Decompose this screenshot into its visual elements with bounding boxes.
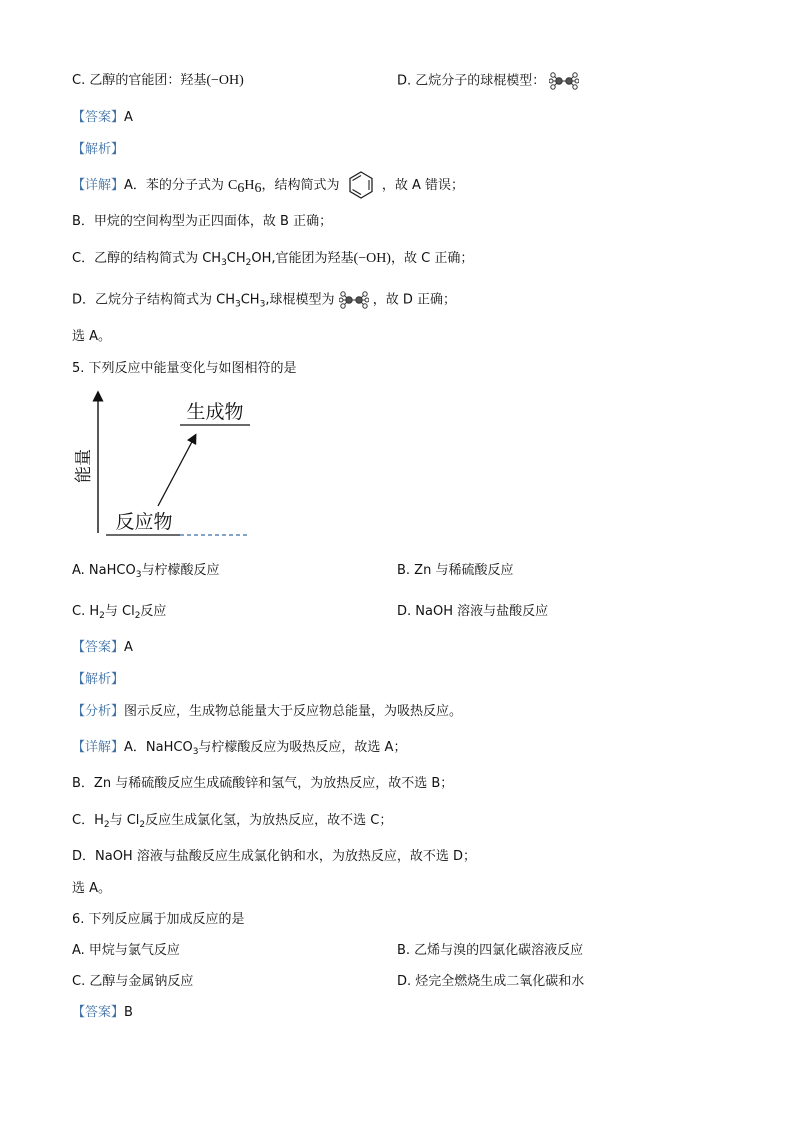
ethane-ball-stick-icon — [339, 291, 369, 309]
q5-conclusion: 选 A。 — [72, 881, 112, 896]
q5-option-a: A. NaHCO$_3$与柠檬酸反应 — [72, 563, 220, 580]
q6-option-b: B. 乙烯与溴的四氯化碳溶液反应 — [397, 943, 584, 958]
product-label: 生成物 — [186, 401, 244, 423]
reaction-arrow — [158, 438, 194, 506]
q5-detail-c: C．$H_2$与 $Cl_2$反应生成氯化氢，为放热反应，故不选 C； — [72, 813, 393, 830]
q5-detail-b: B．Zn 与稀硫酸反应生成硫酸锌和氢气，为放热反应，故不选 B； — [72, 776, 454, 791]
reactant-label: 反应物 — [115, 511, 173, 533]
q5-stem: 5. 下列反应中能量变化与如图相符的是 — [72, 361, 297, 376]
q5-option-d: D. NaOH 溶液与盐酸反应 — [397, 604, 549, 619]
q6-option-a: A. 甲烷与氯气反应 — [72, 943, 180, 958]
q5-analysis-tag: 【解析】 — [72, 672, 125, 687]
q5-detail-d: D．NaOH 溶液与盐酸反应生成氯化钠和水，为放热反应，故不选 D； — [72, 849, 476, 864]
q5-option-b: B. Zn 与稀硫酸反应 — [397, 563, 514, 578]
energy-axis-label: 能量 — [74, 449, 94, 483]
q4-conclusion: 选 A。 — [72, 329, 112, 344]
q4-answer: 【答案】A — [72, 110, 133, 125]
q4-analysis-tag: 【解析】 — [72, 142, 125, 157]
energy-diagram — [70, 390, 270, 540]
ethane-ball-stick-icon — [549, 72, 579, 90]
q4-detail-a: 【详解】A．苯的分子式为 $C_6H_6$，结构简式为 ，故 A 错误； — [72, 177, 464, 195]
q5-answer: 【答案】A — [72, 640, 133, 655]
q6-option-d: D. 烃完全燃烧生成二氧化碳和水 — [397, 974, 585, 989]
benzene-ring-icon — [346, 170, 376, 200]
q6-stem: 6. 下列反应属于加成反应的是 — [72, 912, 245, 927]
q4-option-c: C. 乙醇的官能团：羟基(−OH) — [72, 73, 244, 88]
q4-detail-b: B．甲烷的空间构型为正四面体，故 B 正确； — [72, 214, 333, 229]
q5-detail-a: 【详解】A．NaHCO$_3$与柠檬酸反应为吸热反应，故选 A； — [72, 740, 407, 757]
q6-answer: 【答案】B — [72, 1005, 133, 1020]
q4-detail-d: D．乙烷分子结构简式为 $CH_3CH_3$,球棍模型为 ，故 D 正确； — [72, 292, 457, 310]
q5-fenxi: 【分析】图示反应，生成物总能量大于反应物总能量，为吸热反应。 — [72, 704, 463, 719]
q4-detail-c: C．乙醇的结构简式为 $CH_3CH_2OH$,官能团为羟基(−OH)，故 C 正确； — [72, 251, 474, 268]
q6-option-c: C. 乙醇与金属钠反应 — [72, 974, 194, 989]
q4-option-d: D. 乙烷分子的球棍模型： — [397, 72, 579, 91]
q5-option-c: C. $H_2$与 $Cl_2$反应 — [72, 604, 167, 621]
